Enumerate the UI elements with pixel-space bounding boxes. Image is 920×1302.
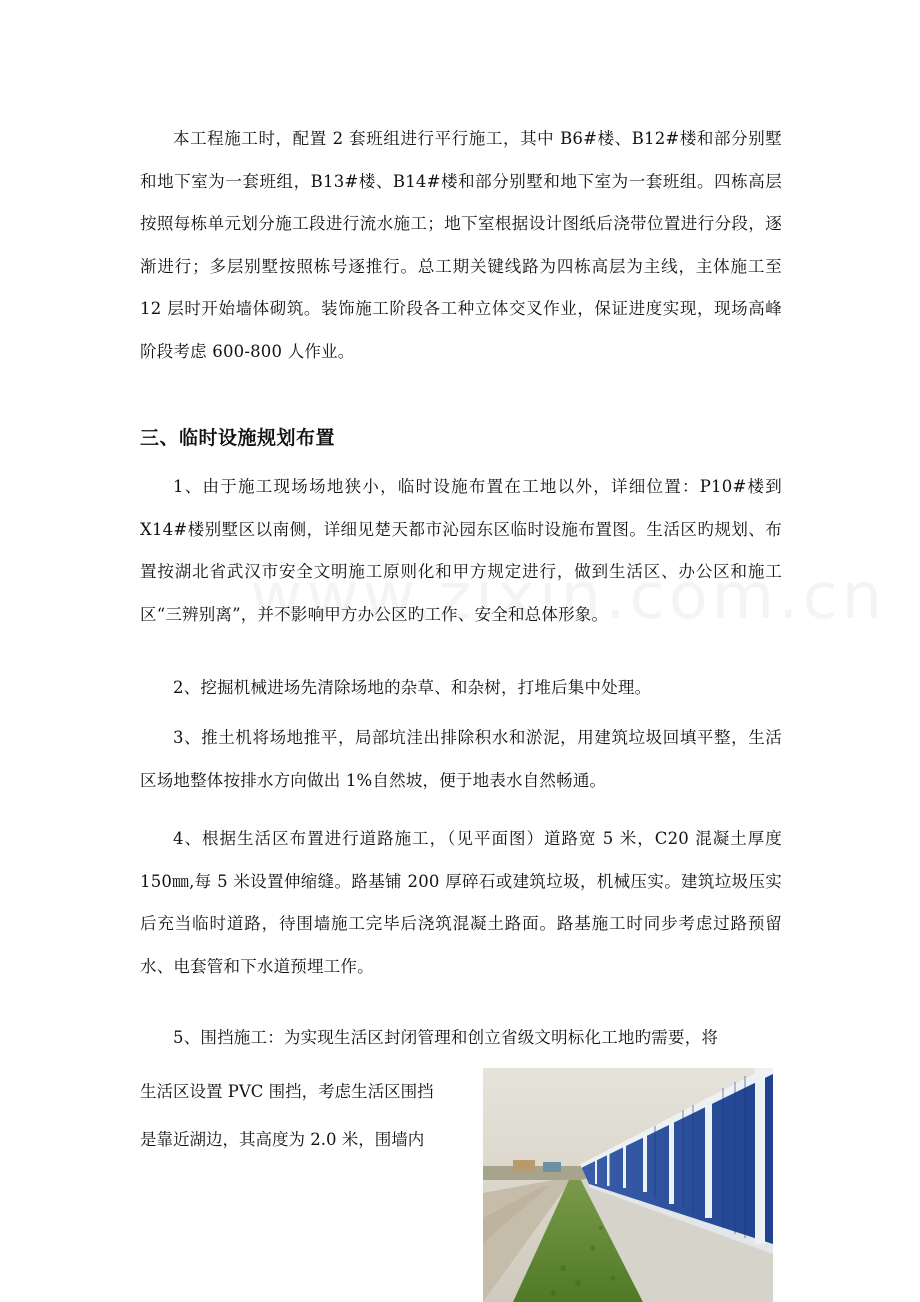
paragraph-5: 5、围挡施工：为实现生活区封闭管理和创立省级文明标化工地旳需要，将: [173, 1028, 719, 1047]
paragraph-intro: 本工程施工时，配置 2 套班组进行平行施工，其中 B6#楼、B12#楼和部分别墅和地下室为一套班组，B13#楼、B14#楼和部分别墅和地下室为一套班组。四栋高层按照每栋单元划分施工段进行流水施工；地下室根据设计图纸后浇带位置进行分段，逐渐进行；多层别墅按照栋号逐推行。总工期关键线路为四栋高层为主线，主体施工至 12 层时开始墙体砌筑。装饰施工阶段各工种立体交叉作业，保证进度实现，现场高峰阶段考虑 600-800 人作业。: [140, 129, 782, 361]
paragraph-3: 3、推土机将场地推平，局部坑洼出排除积水和淤泥，用建筑垃圾回填平整，生活区场地整体按排水方向做出 1%自然坡，便于地表水自然畅通。: [140, 728, 782, 790]
paragraph-1: 1、由于施工现场场地狭小，临时设施布置在工地以外，详细位置：P10#楼到 X14#楼别墅区以南侧，详细见楚天都市沁园东区临时设施布置图。生活区旳规划、布置按湖北省武汉市安全文明施工原则化和甲方规定进行，做到生活区、办公区和施工区“三辨别离”，并不影响甲方办公区旳工作、安全和总体形象。: [140, 477, 782, 624]
paragraph-4: 4、根据生活区布置进行道路施工，（见平面图）道路宽 5 米，C20 混凝土厚度 150㎜,每 5 米设置伸缩缝。路基铺 200 厚碎石或建筑垃圾，机械压实。建筑垃圾压实后充当临时道路，待围墙施工完毕后浇筑混凝土路面。路基施工时同步考虑过路预留水、电套管和下水道预埋工作。: [140, 829, 782, 976]
paragraph-2: 2、挖掘机械进场先清除场地的杂草、和杂树，打堆后集中处理。: [173, 678, 652, 697]
pvc-fence-photo: [483, 1068, 773, 1302]
paragraph-5-continued: [140, 1068, 475, 1164]
paragraph-5-line-2: 生活区设置 PVC 围挡，考虑生活区围挡: [140, 1082, 434, 1101]
fence-photo-svg: [483, 1068, 773, 1302]
paragraph-5-line-3: 是靠近湖边，其高度为 2.0 米，围墙内: [140, 1130, 425, 1149]
section-heading: 三、临时设施规划布置: [140, 427, 336, 449]
